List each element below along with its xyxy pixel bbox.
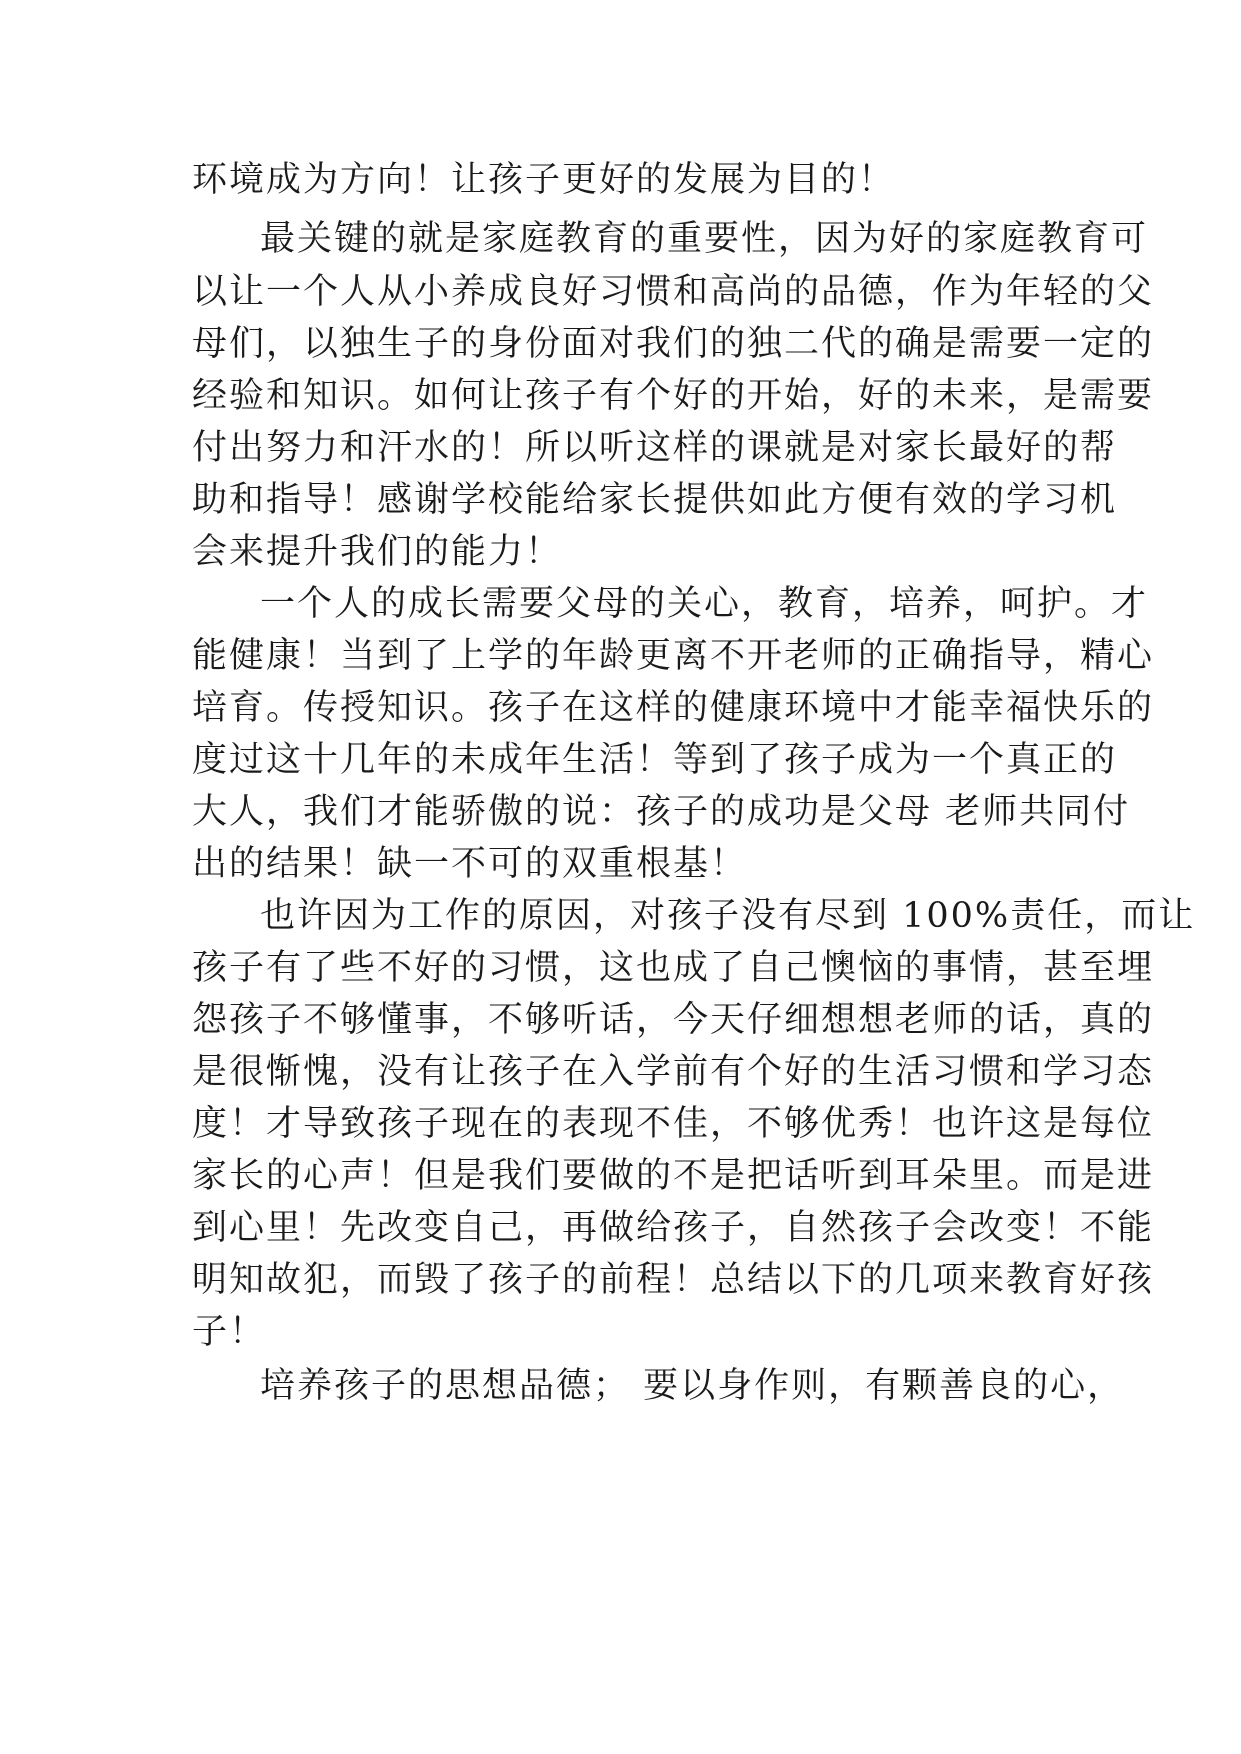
text-line: 明知故犯，而毁了孩子的前程！总结以下的几项来教育好孩 (192, 1260, 1155, 1300)
text-line: 母们，以独生子的身份面对我们的独二代的确是需要一定的 (192, 324, 1155, 364)
text-line: 培育。传授知识。孩子在这样的健康环境中才能幸福快乐的 (192, 688, 1155, 728)
text-line: 以让一个人从小养成良好习惯和高尚的品德，作为年轻的父 (192, 272, 1155, 312)
text-line: 出的结果！缺一不可的双重根基！ (192, 844, 748, 884)
text-line: 付出努力和汗水的！所以听这样的课就是对家长最好的帮 (192, 428, 1118, 468)
text-line: 也许因为工作的原因，对孩子没有尽到 100%责任，而让 (260, 896, 1196, 936)
text-line: 会来提升我们的能力！ (192, 532, 563, 572)
text-line: 助和指导！感谢学校能给家长提供如此方便有效的学习机 (192, 480, 1118, 520)
text-line: 环境成为方向！让孩子更好的发展为目的！ (192, 160, 896, 200)
text-line: 度过这十几年的未成年生活！等到了孩子成为一个真正的 (192, 740, 1118, 780)
text-line: 子！ (192, 1312, 267, 1352)
text-line: 能健康！当到了上学的年龄更离不开老师的正确指导，精心 (192, 636, 1155, 676)
text-line: 大人，我们才能骄傲的说：孩子的成功是父母 老师共同付 (192, 792, 1131, 832)
text-line: 度！才导致孩子现在的表现不佳，不够优秀！也许这是每位 (192, 1104, 1155, 1144)
text-line: 培养孩子的思想品德； 要以身作则，有颗善良的心， (260, 1366, 1125, 1406)
text-line: 一个人的成长需要父母的关心，教育，培养，呵护。才 (260, 584, 1149, 624)
text-line: 是很惭愧，没有让孩子在入学前有个好的生活习惯和学习态 (192, 1052, 1155, 1092)
text-line: 家长的心声！但是我们要做的不是把话听到耳朵里。而是进 (192, 1156, 1155, 1196)
text-line: 孩子有了些不好的习惯，这也成了自己懊恼的事情，甚至埋 (192, 948, 1155, 988)
text-line: 最关键的就是家庭教育的重要性，因为好的家庭教育可 (260, 219, 1149, 259)
text-line: 到心里！先改变自己，再做给孩子，自然孩子会改变！不能 (192, 1208, 1155, 1248)
text-line: 怨孩子不够懂事，不够听话，今天仔细想想老师的话，真的 (192, 1000, 1155, 1040)
text-line: 经验和知识。如何让孩子有个好的开始，好的未来，是需要 (192, 376, 1155, 416)
